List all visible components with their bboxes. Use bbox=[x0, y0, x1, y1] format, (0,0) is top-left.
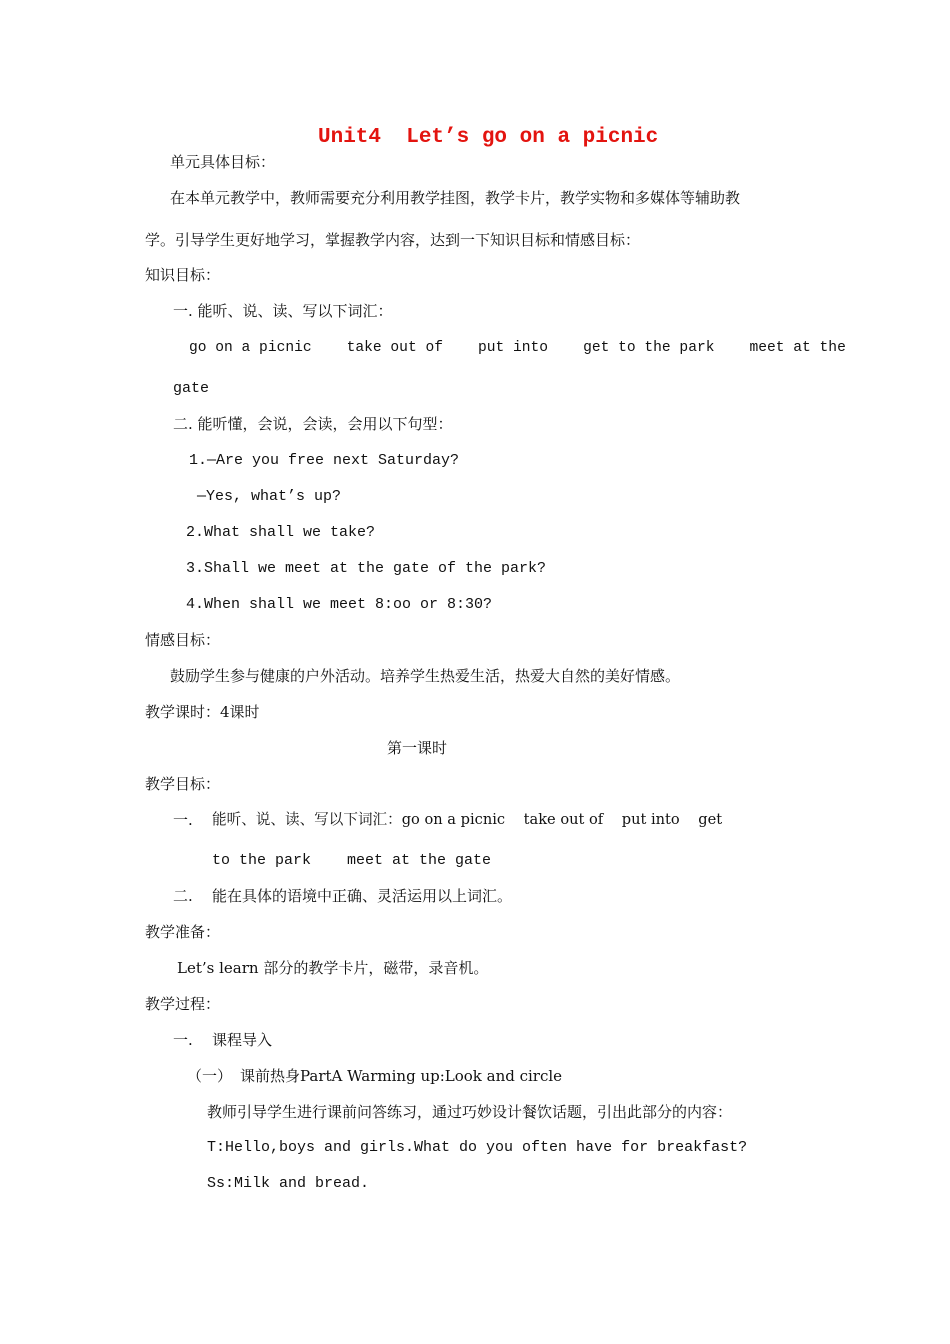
class-hours: 教学课时：4课时 bbox=[145, 703, 260, 721]
process-heading: 教学过程： bbox=[145, 995, 221, 1013]
dialog-students-line: Ss:Milk and bread. bbox=[207, 1175, 370, 1192]
substep-1-description: 教师引导学生进行课前问答练习，通过巧妙设计餐饮话题，引出此部分的内容： bbox=[207, 1103, 733, 1121]
goal-1-line-2: to the park meet at the gate bbox=[212, 852, 492, 869]
vocab-heading: 一. 能听、说、读、写以下词汇： bbox=[173, 302, 393, 320]
sentence-item: 4.When shall we meet 8:oo or 8:30? bbox=[186, 596, 493, 613]
substep-1-number: （一） bbox=[187, 1067, 233, 1085]
teaching-goals-heading: 教学目标： bbox=[145, 775, 221, 793]
dialog-teacher-line: T:Hello,boys and girls.What do you often have for breakfast? bbox=[207, 1139, 748, 1156]
goal-2-text: 能在具体的语境中正确、灵活运用以上词汇。 bbox=[212, 887, 513, 905]
knowledge-goals-heading: 知识目标： bbox=[145, 266, 221, 284]
step-1-text: 课程导入 bbox=[212, 1031, 273, 1049]
preparation-text: Let’s learn 部分的教学卡片，磁带，录音机。 bbox=[177, 959, 489, 977]
goal-1-number: 一. bbox=[173, 811, 193, 829]
goal-2-number: 二. bbox=[173, 887, 193, 905]
emotion-goals-heading: 情感目标： bbox=[145, 631, 221, 649]
preparation-heading: 教学准备： bbox=[145, 923, 221, 941]
sentence-item: 2.What shall we take? bbox=[186, 524, 376, 541]
intro-paragraph-line-1: 在本单元教学中，教师需要充分利用教学挂图，教学卡片，教学实物和多媒体等辅助教 bbox=[170, 189, 741, 207]
goal-1-line-1: 能听、说、读、写以下词汇：go on a picnic take out of put into get bbox=[212, 811, 723, 828]
unit-goals-heading: 单元具体目标： bbox=[170, 153, 276, 171]
sentence-item: 3.Shall we meet at the gate of the park? bbox=[186, 560, 547, 577]
sentence-item: 1.—Are you free next Saturday? bbox=[189, 452, 460, 469]
intro-paragraph-line-2: 学。引导学生更好地学习，掌握教学内容，达到一下知识目标和情感目标： bbox=[145, 231, 641, 249]
sentence-item: —Yes, what’s up? bbox=[197, 488, 342, 505]
step-1-number: 一. bbox=[173, 1031, 193, 1049]
emotion-goals-text: 鼓励学生参与健康的户外活动。培养学生热爱生活，热爱大自然的美好情感。 bbox=[170, 667, 681, 685]
vocab-list-line-2: gate bbox=[173, 380, 210, 397]
vocab-list-line-1: go on a picnic take out of put into get to the park meet at the bbox=[189, 340, 846, 356]
document-title: Unit4 Let’s go on a picnic bbox=[318, 126, 659, 149]
substep-1-text: 课前热身PartA Warming up:Look and circle bbox=[240, 1067, 563, 1085]
lesson-title: 第一课时 bbox=[387, 739, 448, 757]
sentences-heading: 二. 能听懂，会说，会读，会用以下句型： bbox=[173, 415, 453, 433]
